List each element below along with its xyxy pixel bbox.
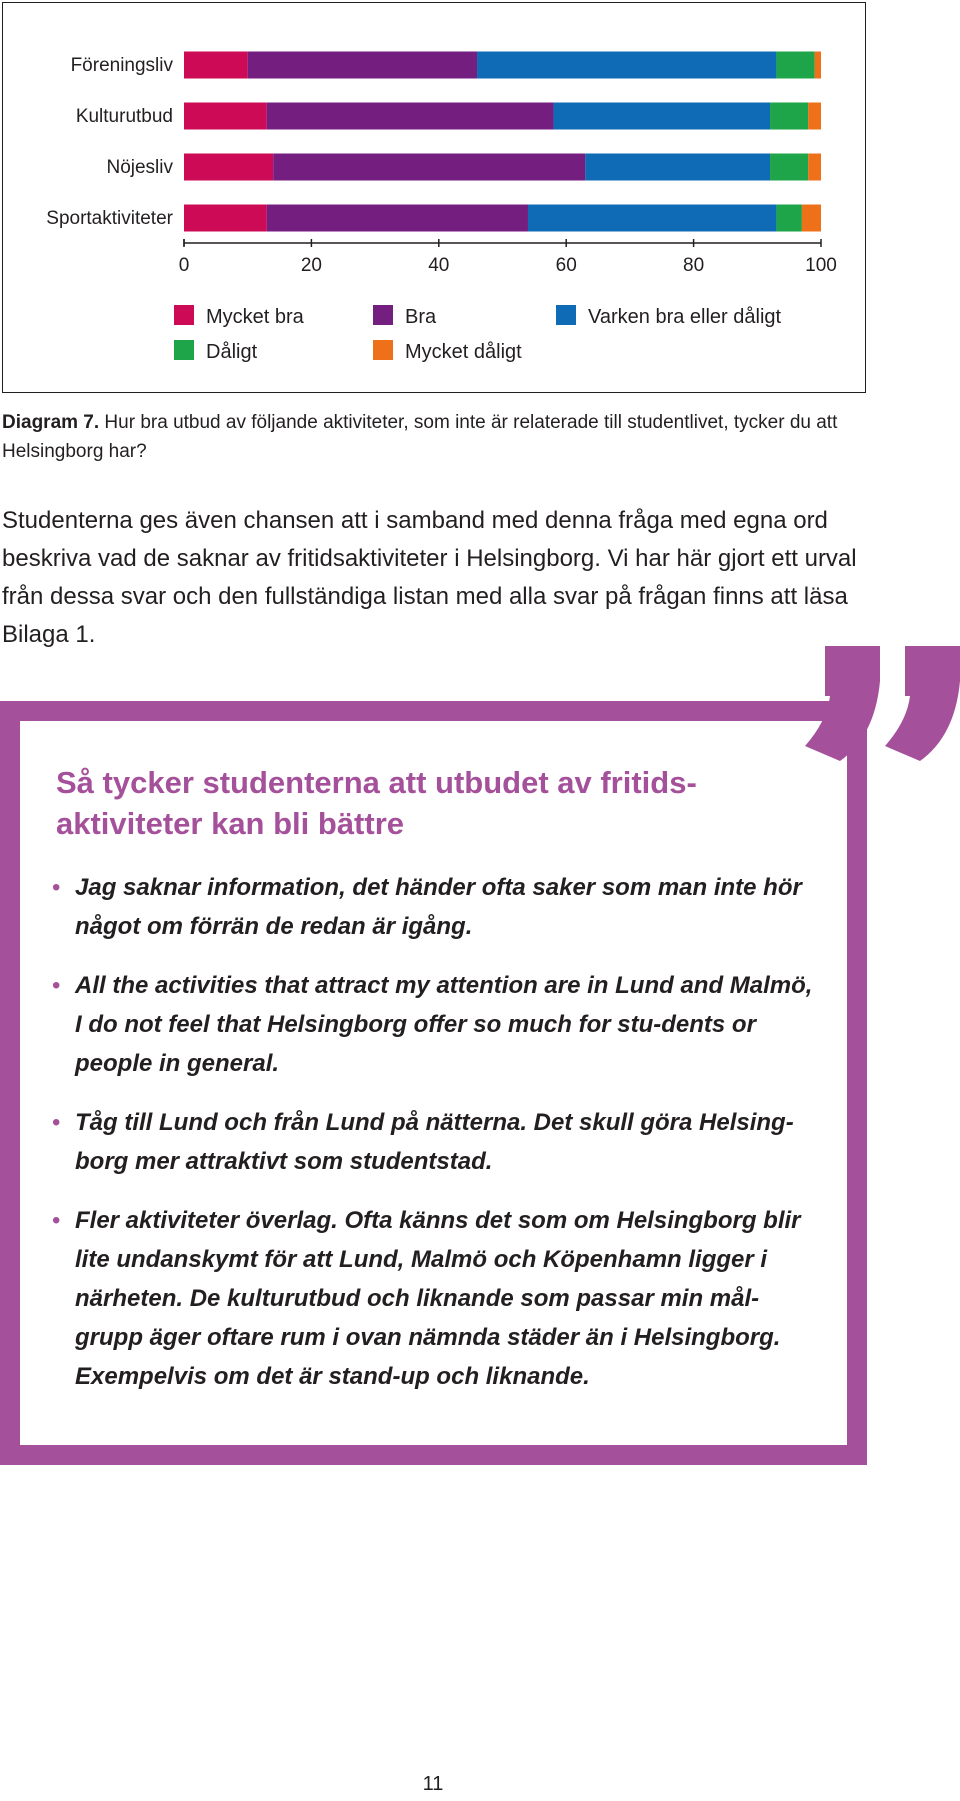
tick-label: 100 <box>805 255 837 276</box>
tick-label: 60 <box>555 255 577 276</box>
bar-segment <box>585 154 770 181</box>
bar-segment <box>267 103 554 130</box>
quote-box-title: Så tycker studenterna att utbudet av fritids-aktiviteter kan bli bättre <box>56 765 697 841</box>
bar-segment <box>184 205 267 232</box>
bar-segment <box>184 154 273 181</box>
bar-segment <box>553 103 770 130</box>
legend-swatch <box>373 305 393 325</box>
tick-label: 40 <box>428 255 450 276</box>
legend-label: Mycket bra <box>206 306 304 328</box>
quote-list <box>52 868 822 1416</box>
list-item <box>52 1103 822 1181</box>
bar-segment <box>477 52 776 79</box>
caption-label: Diagram 7. <box>2 412 100 433</box>
legend-swatch <box>373 340 393 360</box>
quote-text: All the activities that attract my attention are in Lund and Malmö, I do not feel that Helsingborg offer so much for stu-dents or people in general. <box>75 972 813 1077</box>
caption-text: Hur bra utbud av följande aktiviteter, som inte är relaterade till studentlivet, tycker du att Helsingborg har? <box>2 412 838 462</box>
legend-label: Dåligt <box>206 341 258 363</box>
quote-text: Tåg till Lund och från Lund på nätterna. Det skull göra Helsing-borg mer attraktivt som studentstad. <box>75 1109 794 1175</box>
tick-label: 80 <box>683 255 705 276</box>
bar-segment <box>184 103 267 130</box>
bar-segment <box>528 205 776 232</box>
list-item <box>52 1201 822 1396</box>
legend-swatch <box>174 340 194 360</box>
page-number: 11 <box>422 1773 444 1795</box>
closing-quote-icon <box>805 646 960 761</box>
bullet-icon: • <box>52 1207 61 1234</box>
bullet-icon: • <box>52 1109 61 1136</box>
bar-segment <box>776 52 814 79</box>
bar-segment <box>267 205 528 232</box>
bar-segment <box>770 154 808 181</box>
legend-label: Mycket dåligt <box>405 341 522 363</box>
tick-label: 20 <box>300 255 322 276</box>
tick-label: 0 <box>178 255 190 276</box>
bar-segment <box>184 52 248 79</box>
quote-text: Fler aktiviteter överlag. Ofta känns det som om Helsingborg blir lite undanskymt för att Lund, Malmö och Köpenhamn ligger i närheten. De kulturutbud och liknande som passar min mål-grupp äger oftare rum i ovan nämnda städer än i Helsingborg. Exempelvis om det är stand-up och liknande. <box>75 1207 801 1390</box>
list-item <box>52 868 822 946</box>
bar-segment <box>273 154 585 181</box>
bar-segment <box>815 52 821 79</box>
bullet-icon: • <box>52 972 61 999</box>
bullet-icon: • <box>52 874 61 901</box>
category-label: Kulturutbud <box>75 106 173 127</box>
bar-segment <box>808 154 821 181</box>
legend-swatch <box>556 305 576 325</box>
legend-label: Bra <box>405 306 437 328</box>
bar-segment <box>802 205 821 232</box>
category-label: Sportaktiviteter <box>46 208 173 229</box>
category-label: Nöjesliv <box>106 157 173 178</box>
list-item <box>52 966 822 1083</box>
body-paragraph: Studenterna ges även chansen att i samband med denna fråga med egna ord beskriva vad de saknar av fritidsaktiviteter i Helsingborg. Vi har här gjort ett urval från dessa svar och den fullständiga listan med alla svar på frågan finns att läsa Bilaga 1. <box>2 507 857 648</box>
bar-segment <box>770 103 808 130</box>
quote-text: Jag saknar information, det händer ofta saker som man inte hör något om förrän de redan är igång. <box>75 874 802 940</box>
bar-segment <box>808 103 821 130</box>
category-label: Föreningsliv <box>70 55 173 76</box>
bar-segment <box>776 205 801 232</box>
figure-caption <box>2 408 862 466</box>
stacked-bar-chart <box>3 3 867 394</box>
legend-swatch <box>174 305 194 325</box>
chart-frame <box>2 2 866 393</box>
legend-label: Varken bra eller dåligt <box>588 306 782 328</box>
bar-segment <box>248 52 477 79</box>
